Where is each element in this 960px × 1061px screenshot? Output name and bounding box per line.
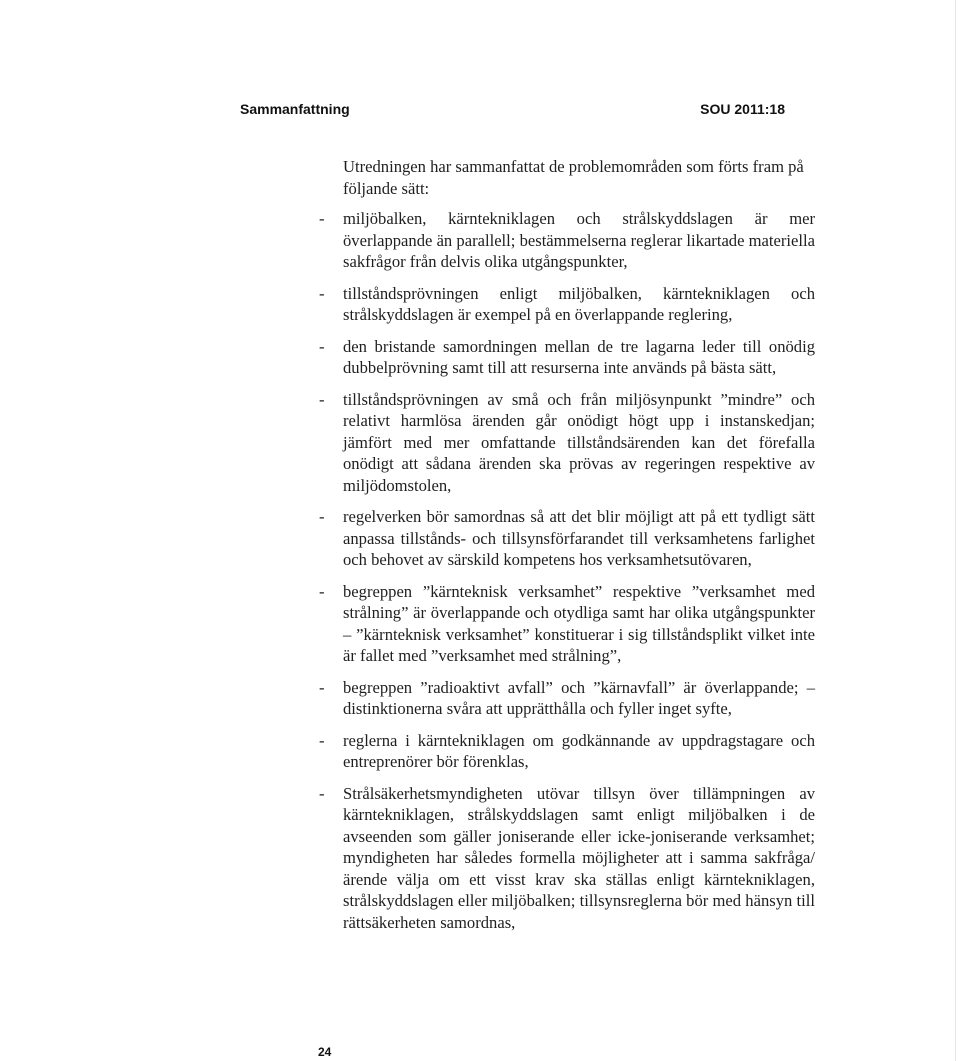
running-header-report-id: SOU 2011:18 <box>700 101 785 117</box>
list-item <box>319 336 815 379</box>
list-dash: - <box>319 283 325 303</box>
list-dash: - <box>319 581 325 601</box>
problem-list <box>319 208 815 933</box>
list-dash: - <box>319 783 325 803</box>
intro-paragraph: Utredningen har sammanfattat de problemområden som förts fram på följande sätt: <box>343 157 804 198</box>
list-item <box>319 506 815 571</box>
list-item <box>319 730 815 773</box>
list-item-text: tillståndsprövningen av små och från miljösynpunkt ”mindre” och relativt harmlösa ärenden går onödigt högt upp i instanskedjan; jämfört med mer omfattande tillståndsärenden kan det förefalla onödigt att sådana ärenden ska prövas av regeringen respektive av miljödomstolen, <box>343 389 815 495</box>
list-item <box>319 208 815 273</box>
list-item <box>319 389 815 497</box>
list-item-text: begreppen ”kärnteknisk verksamhet” respektive ”verksamhet med strålning” är överlappande och otydliga samt har olika utgångspunkter – ”kärnteknisk verksamhet” konstituerar i sig tillståndsplikt vilket inte är fallet med ”verksamhet med strålning”, <box>343 581 815 665</box>
list-item <box>319 783 815 934</box>
list-item-text: regelverken bör samordnas så att det blir möjligt att på ett tydligt sätt anpassa tillstånds- och tillsynsförfarandet till verksamhetens farlighet och behovet av särskild kompetens hos verksamhetsutövaren, <box>343 507 815 569</box>
list-item-text: begreppen ”radioaktivt avfall” och ”kärnavfall” är överlappande; – distinktionerna svåra att upprätthålla och fyller inget syfte, <box>343 677 815 718</box>
list-item <box>319 677 815 720</box>
list-dash: - <box>319 336 325 356</box>
list-dash: - <box>319 730 325 750</box>
list-item-text: Strålsäkerhetsmyndigheten utövar tillsyn över tillämpningen av kärntekniklagen, strålskyddslagen samt enligt miljöbalken i de avseenden som gäller joniserande eller icke-joniserande verksamhet; myndigheten har således formella möjligheter att i samma sakfråga/ärende välja om ett visst krav ska ställas enligt kärntekniklagen, strålskyddslagen eller miljöbalken; tillsynsreglerna bör med hänsyn till rättsäkerheten samordnas, <box>343 783 815 932</box>
list-item <box>319 283 815 326</box>
list-item-text: miljöbalken, kärntekniklagen och strålskyddslagen är mer överlappande än parallell; bestämmelserna reglerar likartade materiella sakfrågor från delvis olika utgångspunkter, <box>343 209 815 271</box>
page-number: 24 <box>318 1045 332 1059</box>
page-body <box>319 156 815 943</box>
list-item-text: den bristande samordningen mellan de tre lagarna leder till onödig dubbelprövning samt till att resurserna inte används på bästa sätt, <box>343 336 815 377</box>
running-header-section: Sammanfattning <box>240 101 350 117</box>
page-edge-line <box>955 0 956 1061</box>
list-item-text: tillståndsprövningen enligt miljöbalken, kärntekniklagen och strålskyddslagen är exempel på en överlappande reglering, <box>343 283 815 324</box>
list-item <box>319 581 815 667</box>
list-item-text: reglerna i kärntekniklagen om godkännande av uppdragstagare och entreprenörer bör förenklas, <box>343 730 815 771</box>
list-dash: - <box>319 507 325 526</box>
list-dash: - <box>319 389 325 409</box>
list-dash: - <box>319 677 325 697</box>
list-dash: - <box>319 209 325 228</box>
